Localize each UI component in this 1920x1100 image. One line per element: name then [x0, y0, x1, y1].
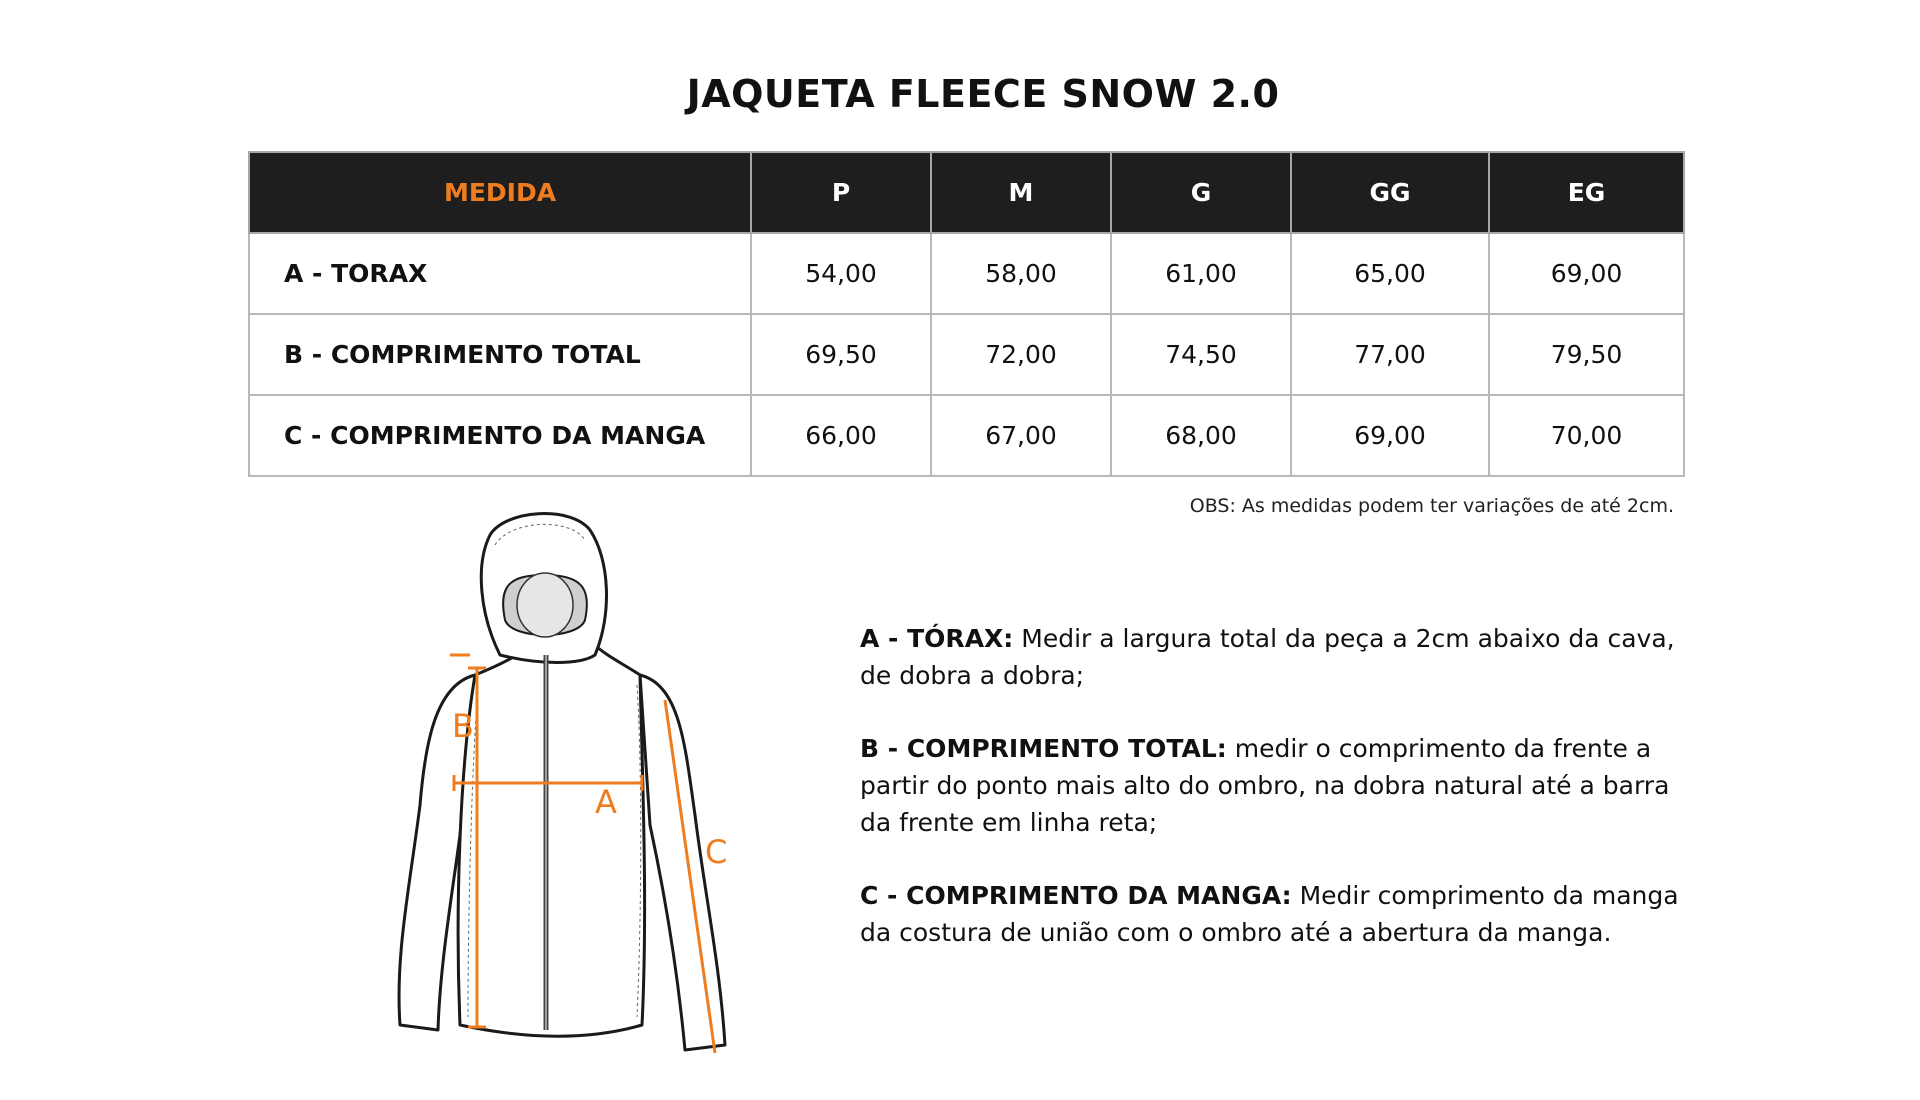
- page-title: JAQUETA FLEECE SNOW 2.0: [686, 72, 1280, 116]
- table-cell: 69,00: [1291, 395, 1489, 476]
- description-term: C - COMPRIMENTO DA MANGA:: [860, 881, 1292, 910]
- table-row: [249, 395, 1684, 476]
- table-cell: 68,00: [1111, 395, 1291, 476]
- size-table: [248, 151, 1685, 477]
- label-c: C: [705, 833, 728, 871]
- header-cell-size-m: M: [931, 152, 1111, 233]
- table-cell: 66,00: [751, 395, 931, 476]
- description-term: B - COMPRIMENTO TOTAL:: [860, 734, 1227, 763]
- header-cell-measure: MEDIDA: [249, 152, 751, 233]
- table-cell: 58,00: [931, 233, 1111, 314]
- table-cell: 67,00: [931, 395, 1111, 476]
- table-cell: 77,00: [1291, 314, 1489, 395]
- row-label: A - TORAX: [249, 233, 751, 314]
- table-cell: 72,00: [931, 314, 1111, 395]
- label-a: A: [595, 783, 617, 821]
- table-cell: 54,00: [751, 233, 931, 314]
- row-label: B - COMPRIMENTO TOTAL: [249, 314, 751, 395]
- jacket-illustration: [380, 505, 750, 1065]
- header-cell-size-g: G: [1111, 152, 1291, 233]
- table-header-row: [249, 152, 1684, 233]
- header-cell-size-gg: GG: [1291, 152, 1489, 233]
- table-cell: 65,00: [1291, 233, 1489, 314]
- description-text: Medir a largura total da peça a 2cm abaixo da cava, de dobra a dobra;: [860, 624, 1675, 690]
- description-text: medir o comprimento da frente a partir do ponto mais alto do ombro, na dobra natural até a barra da frente em linha reta;: [860, 734, 1670, 837]
- measurement-descriptions: [860, 620, 1680, 987]
- measurement-note: OBS: As medidas podem ter variações de até 2cm.: [1189, 495, 1674, 517]
- row-label: C - COMPRIMENTO DA MANGA: [249, 395, 751, 476]
- table-cell: 74,50: [1111, 314, 1291, 395]
- jacket-body: [458, 645, 644, 1036]
- table-cell: 69,00: [1489, 233, 1684, 314]
- table-row: [249, 233, 1684, 314]
- label-b: B: [452, 707, 474, 745]
- table-row: [249, 314, 1684, 395]
- description-text: Medir comprimento da manga da costura de união com o ombro até a abertura da manga.: [860, 881, 1679, 947]
- description-chest: [860, 620, 1680, 694]
- header-cell-size-p: P: [751, 152, 931, 233]
- table-cell: 79,50: [1489, 314, 1684, 395]
- description-total-length: [860, 730, 1680, 841]
- description-term: A - TÓRAX:: [860, 624, 1014, 653]
- header-cell-size-eg: EG: [1489, 152, 1684, 233]
- table-cell: 69,50: [751, 314, 931, 395]
- description-sleeve-length: [860, 877, 1680, 951]
- table-cell: 70,00: [1489, 395, 1684, 476]
- table-cell: 61,00: [1111, 233, 1291, 314]
